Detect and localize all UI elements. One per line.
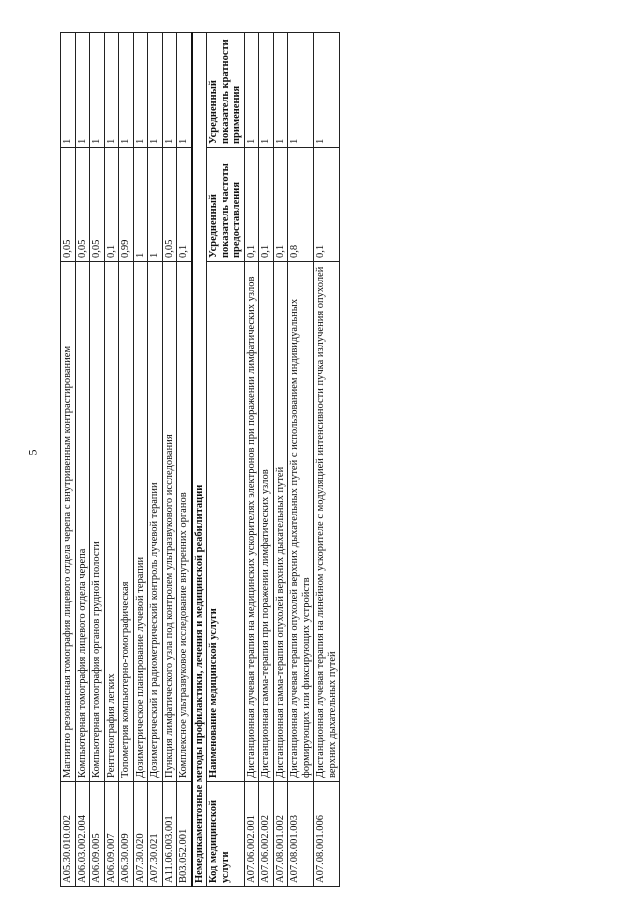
cell-multiplicity: 1 <box>314 33 340 148</box>
cell-name: Дистанционная лучевая терапия на медицинских ускорителях электронов при поражении лимфатических узлов <box>244 262 259 782</box>
table-row <box>259 33 274 887</box>
treatment-table-body <box>192 33 340 887</box>
cell-name: Рентгенография легких <box>104 262 119 782</box>
cell-code: A05.30.010.002 <box>61 782 76 887</box>
cell-multiplicity: 1 <box>259 33 274 148</box>
cell-multiplicity: 1 <box>244 33 259 148</box>
cell-code: A07.30.021 <box>148 782 163 887</box>
header-frequency: Усредненный показатель частоты предоставления <box>207 148 245 262</box>
cell-multiplicity: 1 <box>61 33 76 148</box>
services-table <box>60 32 340 887</box>
cell-code: A07.08.001.006 <box>314 782 340 887</box>
cell-code: A06.03.002.004 <box>75 782 90 887</box>
cell-code: B03.052.001 <box>177 782 192 887</box>
cell-name: Дистанционная лучевая терапия опухолей верхних дыхательных путей с использованием индивидуальных формирующих или фиксирующих устройств <box>288 262 314 782</box>
cell-code: A06.30.009 <box>119 782 134 887</box>
cell-name: Компьютерная томография лицевого отдела черепа <box>75 262 90 782</box>
cell-multiplicity: 1 <box>75 33 90 148</box>
cell-frequency: 0,1 <box>273 148 288 262</box>
cell-name: Дистанционная гамма-терапия при поражении лимфатических узлов <box>259 262 274 782</box>
cell-name: Комплексное ультразвуковое исследование внутренних органов <box>177 262 192 782</box>
cell-code: A07.06.002.002 <box>259 782 274 887</box>
table-row <box>133 33 148 887</box>
cell-name: Пункция лимфатического узла под контролем ультразвукового исследования <box>162 262 177 782</box>
table-row <box>177 33 192 887</box>
cell-name: Компьютерная томография органов грудной полости <box>90 262 105 782</box>
cell-multiplicity: 1 <box>90 33 105 148</box>
section-title: Немедикаментозные методы профилактики, лечения и медицинской реабилитации <box>192 33 207 887</box>
cell-multiplicity: 1 <box>177 33 192 148</box>
table-row <box>314 33 340 887</box>
cell-name: Дозиметрическое планирование лучевой терапии <box>133 262 148 782</box>
header-name: Наименование медицинской услуги <box>207 262 245 782</box>
page-number: 5 <box>25 449 40 456</box>
cell-frequency: 0,99 <box>119 148 134 262</box>
table-row <box>104 33 119 887</box>
table-header-row <box>207 33 245 887</box>
cell-code: A06.09.005 <box>90 782 105 887</box>
cell-code: A07.06.002.001 <box>244 782 259 887</box>
table-row <box>148 33 163 887</box>
cell-code: A07.30.020 <box>133 782 148 887</box>
cell-name: Дозиметрический и радиометрический контроль лучевой терапии <box>148 262 163 782</box>
table-row <box>273 33 288 887</box>
header-multiplicity: Усредненный показатель кратности применения <box>207 33 245 148</box>
table-row <box>162 33 177 887</box>
table-row <box>288 33 314 887</box>
cell-frequency: 0,05 <box>162 148 177 262</box>
cell-frequency: 0,1 <box>314 148 340 262</box>
cell-multiplicity: 1 <box>273 33 288 148</box>
cell-frequency: 0,1 <box>259 148 274 262</box>
table-row <box>119 33 134 887</box>
cell-name: Магнитно резонансная томография лицевого отдела черепа с внутривенным контрастированием <box>61 262 76 782</box>
table-row <box>75 33 90 887</box>
cell-frequency: 0,8 <box>288 148 314 262</box>
cell-code: A06.09.007 <box>104 782 119 887</box>
cell-frequency: 0,1 <box>177 148 192 262</box>
header-code: Код медицинской услуги <box>207 782 245 887</box>
cell-frequency: 0,1 <box>244 148 259 262</box>
cell-multiplicity: 1 <box>119 33 134 148</box>
cell-code: A11.06.003.001 <box>162 782 177 887</box>
diagnostics-table-body <box>61 33 192 887</box>
cell-frequency: 0,1 <box>104 148 119 262</box>
cell-code: A07.08.001.002 <box>273 782 288 887</box>
cell-frequency: 0,05 <box>90 148 105 262</box>
table-row <box>61 33 76 887</box>
cell-frequency: 0,05 <box>61 148 76 262</box>
table-row <box>90 33 105 887</box>
cell-frequency: 1 <box>148 148 163 262</box>
rotated-page-content <box>60 33 370 887</box>
cell-name: Дистанционная гамма-терапия опухолей верхних дыхательных путей <box>273 262 288 782</box>
table-row <box>244 33 259 887</box>
cell-frequency: 1 <box>133 148 148 262</box>
cell-name: Дистанционная лучевая терапия на линейном ускорителе с модуляцией интенсивности пучка излучения опухолей верхних дыхательных путей <box>314 262 340 782</box>
cell-name: Топометрия компьютерно-томографическая <box>119 262 134 782</box>
cell-multiplicity: 1 <box>133 33 148 148</box>
cell-code: A07.08.001.003 <box>288 782 314 887</box>
cell-multiplicity: 1 <box>148 33 163 148</box>
section-heading-row <box>192 33 207 887</box>
cell-multiplicity: 1 <box>288 33 314 148</box>
cell-multiplicity: 1 <box>104 33 119 148</box>
cell-multiplicity: 1 <box>162 33 177 148</box>
cell-frequency: 0,05 <box>75 148 90 262</box>
